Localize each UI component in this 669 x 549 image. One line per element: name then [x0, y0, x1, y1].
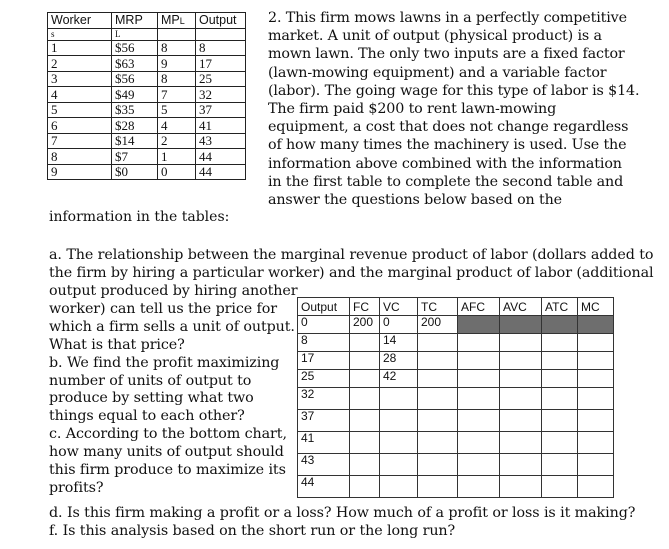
question-line: What is that price? [49, 336, 185, 353]
cell-vc[interactable] [380, 388, 418, 410]
cell-atc[interactable] [542, 432, 578, 454]
cell-tc[interactable] [418, 352, 458, 370]
cell-output: 44 [196, 149, 246, 165]
question-a-line: the firm by hiring a particular worker) and the marginal product of labor (additional [49, 264, 654, 281]
cell-tc[interactable] [418, 370, 458, 388]
header-output: Output [196, 13, 246, 29]
cell-mpl: 2 [158, 133, 196, 149]
question-line: how many units of output should [49, 444, 284, 461]
cell-atc[interactable] [542, 334, 578, 352]
cell-avc[interactable] [500, 432, 542, 454]
cell-mpl: 7 [158, 87, 196, 103]
worker-output-table [47, 12, 246, 180]
cell-vc[interactable] [380, 454, 418, 476]
cell-fc[interactable] [350, 334, 380, 352]
cell-output: 32 [298, 388, 350, 410]
cell-avc[interactable] [500, 388, 542, 410]
subheader-mpl [158, 28, 196, 40]
cell-atc[interactable] [542, 388, 578, 410]
questions-left-column [49, 283, 297, 498]
cell-atc[interactable] [542, 410, 578, 432]
header-fc: FC [350, 298, 380, 316]
table-row [48, 71, 246, 87]
questions-bottom [49, 505, 635, 541]
table-caption: information in the tables: [49, 209, 230, 225]
cell-fc[interactable] [350, 370, 380, 388]
table-row [298, 476, 614, 498]
mpl-subscript: L [179, 16, 185, 26]
cell-afc[interactable] [458, 334, 500, 352]
cell-output: 17 [298, 352, 350, 370]
question-line: b. We find the profit maximizing [49, 354, 280, 371]
table-row [48, 133, 246, 149]
intro-line: of how many times the machinery is used. Use the [268, 137, 627, 154]
cell-avc[interactable] [500, 410, 542, 432]
question-line: which a firm sells a unit of output. [49, 318, 295, 335]
intro-line: in the first table to complete the second table and [268, 173, 624, 190]
header-atc: ATC [542, 298, 578, 316]
cell-afc[interactable] [458, 370, 500, 388]
cell-worker: 2 [48, 56, 112, 72]
cell-mrp: $28 [112, 118, 158, 134]
cell-atc[interactable] [542, 476, 578, 498]
intro-line: 2. This firm mows lawns in a perfectly competitive [268, 10, 627, 26]
cell-tc: 200 [418, 316, 458, 334]
question-line: things equal to each other? [49, 408, 245, 425]
cell-mrp: $35 [112, 102, 158, 118]
table-row [48, 87, 246, 103]
cell-atc[interactable] [542, 352, 578, 370]
cell-fc[interactable] [350, 352, 380, 370]
worker-table-body [48, 40, 246, 180]
worker-table-subheader-row [48, 28, 246, 40]
cell-worker: 6 [48, 118, 112, 134]
cell-worker: 5 [48, 102, 112, 118]
cell-vc[interactable] [380, 410, 418, 432]
header-output: Output [298, 298, 350, 316]
cell-output: 41 [196, 118, 246, 134]
cell-tc[interactable] [418, 410, 458, 432]
cell-fc[interactable] [350, 454, 380, 476]
cell-worker: 9 [48, 164, 112, 180]
header-mc: MC [578, 298, 614, 316]
cell-output: 37 [196, 102, 246, 118]
cell-output: 44 [298, 476, 350, 498]
cell-output: 44 [196, 164, 246, 180]
header-mpl: MPL [158, 13, 196, 29]
cell-atc[interactable] [542, 370, 578, 388]
question-line: worker) can tell us the price for [49, 300, 277, 317]
question-line: d. Is this firm making a profit or a loss? How much of a profit or loss is it making? [49, 505, 636, 521]
cell-tc[interactable] [418, 476, 458, 498]
table-row [298, 352, 614, 370]
cell-mpl: 9 [158, 56, 196, 72]
table-row [298, 370, 614, 388]
cell-mpl: 8 [158, 71, 196, 87]
question-line: f. Is this analysis based on the short run or the long run? [49, 522, 456, 539]
cell-afc[interactable] [458, 352, 500, 370]
cell-mc[interactable] [578, 388, 614, 410]
cost-table-body [298, 316, 614, 498]
cell-mc[interactable] [578, 454, 614, 476]
question-line: c. According to the bottom chart, [49, 426, 287, 443]
cell-tc[interactable] [418, 334, 458, 352]
cell-mpl: 0 [158, 164, 196, 180]
cell-avc[interactable] [500, 370, 542, 388]
header-vc: VC [380, 298, 418, 316]
cell-worker: 4 [48, 87, 112, 103]
cell-vc: 28 [380, 352, 418, 370]
cell-mc[interactable] [578, 410, 614, 432]
problem-intro-paragraph [268, 9, 666, 209]
cell-mrp: $63 [112, 56, 158, 72]
cell-mrp: $56 [112, 40, 158, 56]
cell-mc[interactable] [578, 432, 614, 454]
intro-line: equipment, a cost that does not change regardless [268, 119, 629, 136]
cell-output: 41 [298, 432, 350, 454]
intro-line: answer the questions below based on the [268, 192, 562, 209]
cell-mpl: 4 [158, 118, 196, 134]
cell-mc[interactable] [578, 352, 614, 370]
cell-tc[interactable] [418, 454, 458, 476]
table-row [48, 164, 246, 180]
cell-afc[interactable] [458, 476, 500, 498]
cell-output: 43 [298, 454, 350, 476]
table-row [298, 388, 614, 410]
cell-mrp: $49 [112, 87, 158, 103]
table-row [298, 454, 614, 476]
cell-fc[interactable] [350, 432, 380, 454]
table-row [48, 149, 246, 165]
cell-mrp: $7 [112, 149, 158, 165]
question-a-full-width [49, 247, 653, 283]
cell-afc[interactable] [458, 432, 500, 454]
intro-line: market. A unit of output (physical product) is a [268, 28, 602, 45]
subheader-worker: s [48, 28, 112, 40]
cell-output: 43 [196, 133, 246, 149]
cell-worker: 3 [48, 71, 112, 87]
question-a-line: a. The relationship between the marginal revenue product of labor (dollars added to [49, 247, 654, 263]
cell-fc[interactable] [350, 410, 380, 432]
cell-avc[interactable] [500, 454, 542, 476]
table-row [298, 316, 614, 334]
cell-output: 25 [196, 71, 246, 87]
cost-table [297, 297, 614, 498]
table-row [298, 410, 614, 432]
cell-avc[interactable] [500, 334, 542, 352]
intro-line: The firm paid $200 to rent lawn-mowing [268, 101, 557, 118]
cell-vc: 0 [380, 316, 418, 334]
question-line: output produced by hiring another [49, 283, 298, 299]
cell-mrp: $14 [112, 133, 158, 149]
cell-worker: 7 [48, 133, 112, 149]
cell-output: 37 [298, 410, 350, 432]
header-avc: AVC [500, 298, 542, 316]
header-mrp: MRP [112, 13, 158, 29]
cell-tc[interactable] [418, 432, 458, 454]
cell-worker: 8 [48, 149, 112, 165]
subheader-output [196, 28, 246, 40]
intro-line: information above combined with the information [268, 155, 622, 172]
cell-afc[interactable] [458, 388, 500, 410]
header-tc: TC [418, 298, 458, 316]
question-line: profits? [49, 479, 104, 496]
table-row [48, 102, 246, 118]
question-line: produce by setting what two [49, 390, 254, 407]
cell-vc: 14 [380, 334, 418, 352]
cell-mc[interactable] [578, 370, 614, 388]
cell-fc[interactable] [350, 476, 380, 498]
cell-avc[interactable] [500, 352, 542, 370]
cell-fc[interactable] [350, 388, 380, 410]
cell-vc: 42 [380, 370, 418, 388]
intro-line: mown lawn. The only two inputs are a fixed factor [268, 46, 625, 63]
cell-tc[interactable] [418, 388, 458, 410]
header-afc: AFC [458, 298, 500, 316]
header-worker: Worker [48, 13, 112, 29]
cell-mpl: 5 [158, 102, 196, 118]
question-line: number of units of output to [49, 372, 252, 389]
cell-worker: 1 [48, 40, 112, 56]
cell-output: 0 [298, 316, 350, 334]
subheader-mrp: L [112, 28, 158, 40]
cell-atc[interactable] [542, 454, 578, 476]
intro-line: (labor). The going wage for this type of labor is $14. [268, 82, 640, 99]
cost-table-header-row [298, 298, 614, 316]
cell-afc[interactable] [458, 410, 500, 432]
cell-mrp: $0 [112, 164, 158, 180]
cell-avc [500, 316, 542, 334]
intro-line: (lawn-mowing equipment) and a variable factor [268, 64, 607, 81]
cell-output: 32 [196, 87, 246, 103]
table-row [48, 56, 246, 72]
cell-afc[interactable] [458, 454, 500, 476]
cell-mc[interactable] [578, 334, 614, 352]
cell-mrp: $56 [112, 71, 158, 87]
cell-mc [578, 316, 614, 334]
cell-vc[interactable] [380, 432, 418, 454]
cell-afc [458, 316, 500, 334]
cell-mpl: 1 [158, 149, 196, 165]
cell-output: 17 [196, 56, 246, 72]
question-line: this firm produce to maximize its [49, 462, 286, 479]
worker-table-header-row [48, 13, 246, 29]
cell-mpl: 8 [158, 40, 196, 56]
cell-output: 8 [196, 40, 246, 56]
cell-atc [542, 316, 578, 334]
cell-mc[interactable] [578, 476, 614, 498]
table-row [298, 432, 614, 454]
cell-output: 8 [298, 334, 350, 352]
cell-fc: 200 [350, 316, 380, 334]
table-row [298, 334, 614, 352]
table-row [48, 40, 246, 56]
cell-output: 25 [298, 370, 350, 388]
cell-vc[interactable] [380, 476, 418, 498]
table-row [48, 118, 246, 134]
cell-avc[interactable] [500, 476, 542, 498]
